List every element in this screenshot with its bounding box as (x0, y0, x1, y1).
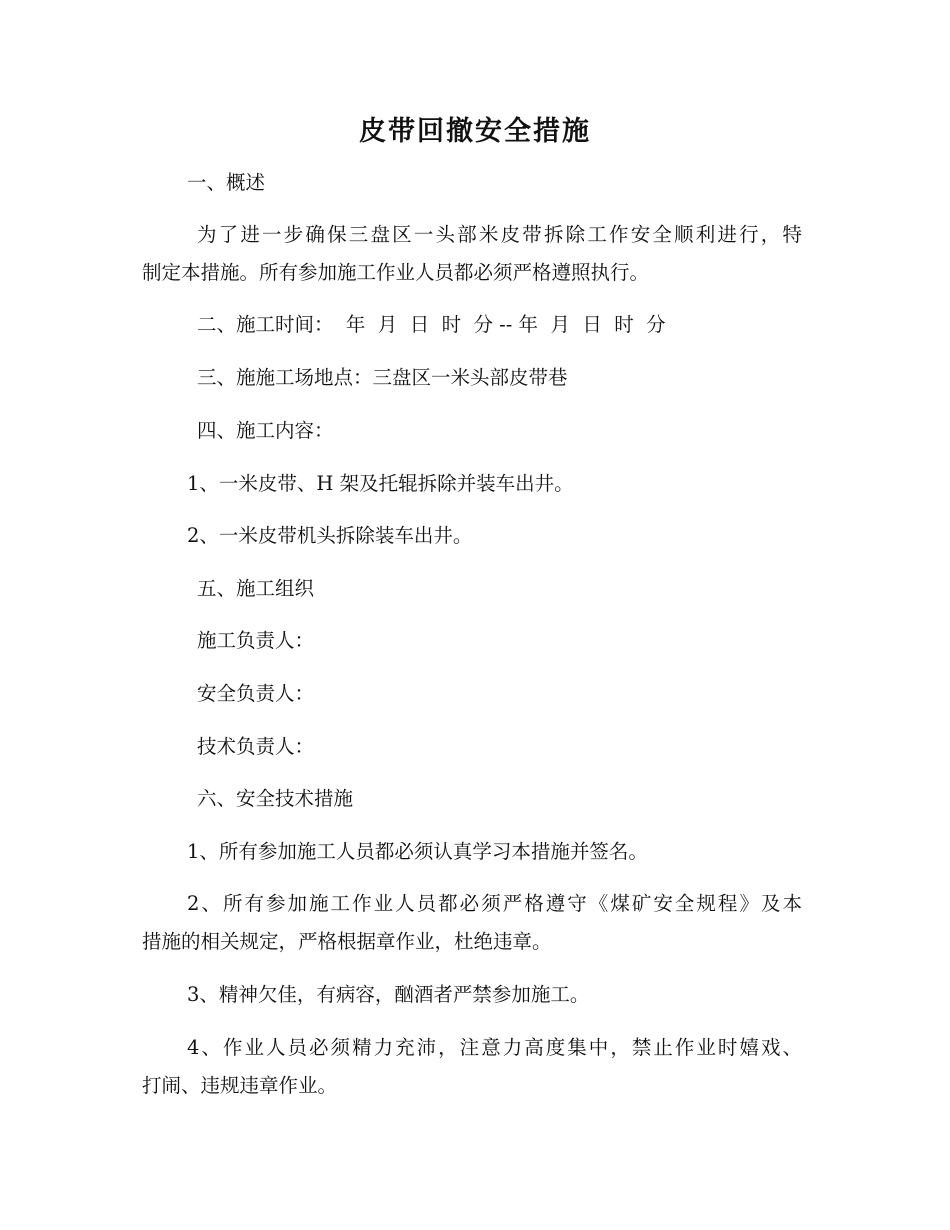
list-item-continuation: 措施的相关规定，严格根据章作业，杜绝违章。 (142, 930, 552, 953)
list-item: 3、精神欠佳，有病容，酗酒者严禁参加施工。 (187, 983, 590, 1006)
list-item: 1、所有参加施工人员都必须认真学习本措施并签名。 (187, 840, 648, 863)
paragraph-line: 制定本措施。所有参加施工作业人员都必须严格遵照执行。 (142, 261, 650, 284)
field-safety-lead: 安全负责人： (197, 682, 315, 705)
document-title: 皮带回撤安全措施 (359, 116, 591, 147)
list-item: 2、一米皮带机头拆除装车出井。 (187, 524, 473, 547)
paragraph-line: 为了进一步确保三盘区一头部米皮带拆除工作安全顺利进行，特 (197, 223, 802, 246)
list-item: 2、所有参加施工作业人员都必须严格遵守《煤矿安全规程》及本 (187, 892, 802, 915)
section-heading-location: 三、施施工场地点：三盘区一米头部皮带巷 (197, 366, 568, 389)
list-item: 4、作业人员必须精力充沛，注意力高度集中，禁止作业时嬉戏、 (187, 1036, 802, 1059)
list-item: 1、一米皮带、H 架及托辊拆除并装车出井。 (187, 472, 574, 495)
field-construction-lead: 施工负责人： (197, 629, 315, 652)
section-heading-content: 四、施工内容： (197, 419, 334, 442)
field-technical-lead: 技术负责人： (197, 735, 315, 758)
section-heading-overview: 一、概述 (187, 171, 266, 194)
section-heading-safety-measures: 六、安全技术措施 (197, 787, 354, 810)
section-heading-time: 二、施工时间： 年 月 日 时 分 -- 年 月 日 时 分 (197, 313, 666, 336)
list-item-continuation: 打闹、违规违章作业。 (142, 1074, 338, 1097)
section-heading-organization: 五、施工组织 (197, 577, 315, 600)
